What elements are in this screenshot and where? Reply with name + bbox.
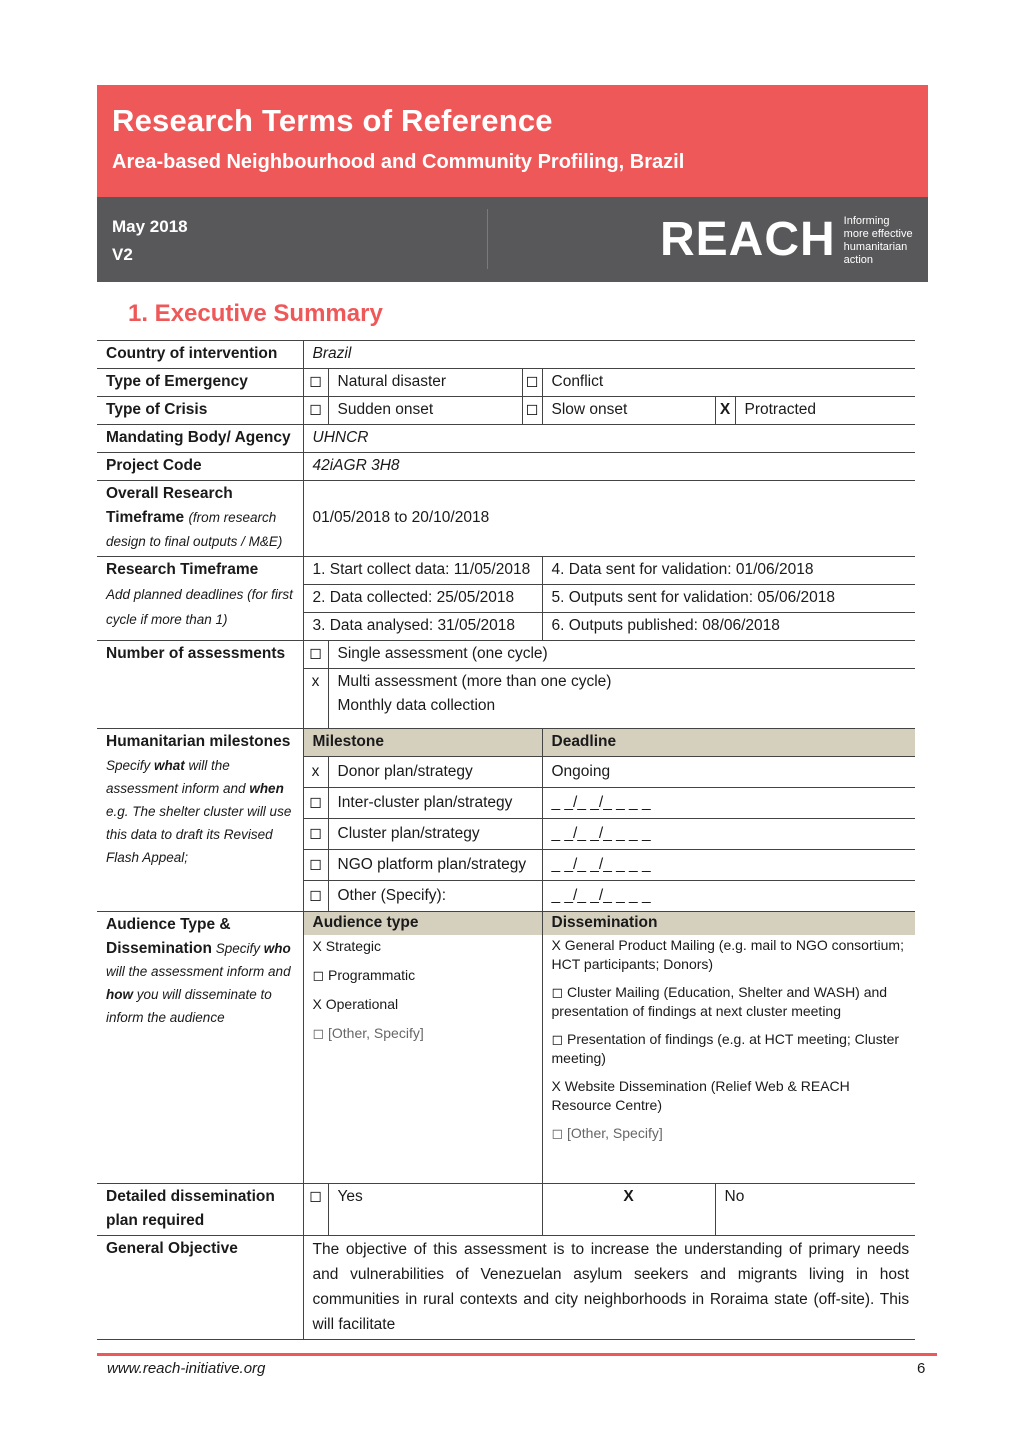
checkbox: ◻ — [303, 1183, 328, 1235]
table-row — [97, 425, 915, 453]
option-label: Slow onset — [542, 397, 715, 425]
option-label: No — [715, 1183, 915, 1235]
row-label: Number of assessments — [97, 641, 303, 729]
checkbox: ◻ — [303, 850, 328, 881]
audience-type-item: X Operational — [312, 996, 399, 1012]
milestone-name: Cluster plan/strategy — [328, 819, 542, 850]
section-title: 1. Executive Summary — [128, 300, 383, 327]
checkbox-checked: x — [303, 669, 328, 729]
option-label — [328, 669, 915, 729]
column-header: Milestone — [303, 729, 542, 757]
table-row — [97, 1183, 915, 1235]
logo-wordmark: REACH — [660, 213, 836, 266]
row-label-line: Timeframe — [106, 509, 185, 526]
dissemination-item: ◻ [Other, Specify] — [551, 1125, 663, 1141]
page-number: 6 — [917, 1360, 926, 1377]
checkbox: ◻ — [303, 397, 328, 425]
row-label: Project Code — [97, 453, 303, 481]
audience-type-item: X Strategic — [312, 938, 381, 954]
row-label: Detailed dissemination plan required — [97, 1183, 303, 1235]
milestone-deadline: _ _/_ _/_ _ _ _ — [542, 788, 915, 819]
row-label: Type of Crisis — [97, 397, 303, 425]
header-meta-bar — [97, 197, 928, 282]
row-label: Mandating Body/ Agency — [97, 425, 303, 453]
timeframe-item: 2. Data collected: 25/05/2018 — [303, 585, 542, 613]
column-header: Audience type — [303, 912, 542, 936]
timeframe-item: 1. Start collect data: 11/05/2018 — [303, 557, 542, 585]
timeframe-item: 3. Data analysed: 31/05/2018 — [303, 613, 542, 641]
option-label: Protracted — [735, 397, 915, 425]
audience-type-item: ◻ Programmatic — [312, 967, 416, 983]
table-row — [97, 641, 915, 669]
dissemination-item: X General Product Mailing (e.g. mail to NGO consortium; HCT participants; Donors) — [551, 937, 904, 972]
column-header: Dissemination — [542, 912, 915, 936]
header-banner — [97, 85, 928, 197]
logo-tagline-line: more effective — [843, 228, 913, 240]
dissemination-item: ◻ Presentation of findings (e.g. at HCT meeting; Cluster meeting) — [551, 1031, 900, 1066]
logo-tagline — [844, 215, 928, 267]
table-row — [97, 557, 915, 585]
overall-timeframe-value: 01/05/2018 to 20/10/2018 — [303, 481, 915, 557]
dissemination-item: X Website Dissemination (Relief Web & REACH Resource Centre) — [551, 1078, 850, 1113]
row-hint: Dissemination Specify who will the assessment inform and how you will disseminate to inform the audience — [106, 940, 291, 1025]
milestone-deadline: _ _/_ _/_ _ _ _ — [542, 881, 915, 912]
header-divider — [487, 209, 488, 269]
audience-type-item: ◻ [Other, Specify] — [312, 1025, 424, 1041]
milestone-name: Inter-cluster plan/strategy — [328, 788, 542, 819]
milestone-name: Other (Specify): — [328, 881, 542, 912]
table-row — [97, 729, 915, 757]
timeframe-item: 6. Outputs published: 08/06/2018 — [542, 613, 915, 641]
table-row — [97, 453, 915, 481]
milestone-name: Donor plan/strategy — [328, 757, 542, 788]
option-label: Conflict — [542, 369, 915, 397]
checkbox: ◻ — [303, 641, 328, 669]
mandating-value: UHNCR — [303, 425, 915, 453]
option-label: Natural disaster — [328, 369, 522, 397]
milestone-deadline: _ _/_ _/_ _ _ _ — [542, 850, 915, 881]
row-label — [97, 481, 303, 557]
row-label — [97, 912, 303, 1184]
row-label-line: Research Timeframe — [106, 561, 259, 578]
checkbox-checked: X — [715, 397, 735, 425]
general-objective-text: The objective of this assessment is to increase the understanding of primary needs and vulnerabilities of Venezuelan asylum seekers and migrants living in host communities in rural contexts and city neighborhoods in Roraima state (off-site). This will facilitate — [303, 1235, 915, 1339]
document-date: May 2018 — [112, 217, 188, 236]
dissemination-item: ◻ Cluster Mailing (Education, Shelter and WASH) and presentation of findings at next cluster meeting — [551, 984, 888, 1019]
checkbox: ◻ — [522, 369, 542, 397]
option-label-line: Multi assessment (more than one cycle) — [337, 673, 612, 690]
row-label — [97, 557, 303, 641]
table-row — [97, 369, 915, 397]
audience-type-list — [303, 935, 542, 1183]
milestone-deadline: Ongoing — [542, 757, 915, 788]
row-label — [97, 729, 303, 912]
milestone-name: NGO platform plan/strategy — [328, 850, 542, 881]
row-hint: Specify what will the assessment inform and when e.g. The shelter cluster will use this data to draft its Revised Flash Appeal; — [106, 758, 292, 865]
country-value: Brazil — [303, 341, 915, 369]
checkbox-checked: X — [542, 1183, 715, 1235]
checkbox: ◻ — [303, 788, 328, 819]
row-label: Country of intervention — [97, 341, 303, 369]
document-subtitle: Area-based Neighbourhood and Community Profiling, Brazil — [112, 151, 685, 173]
option-note: Monthly data collection — [337, 697, 496, 714]
logo-tagline-line: Informing — [843, 215, 890, 227]
footer-divider — [97, 1353, 937, 1356]
row-label-line: Humanitarian milestones — [106, 733, 291, 750]
document-version: V2 — [112, 245, 133, 264]
checkbox: ◻ — [522, 397, 542, 425]
table-row — [97, 397, 915, 425]
table-row — [97, 481, 915, 557]
row-label: General Objective — [97, 1235, 303, 1339]
checkbox: ◻ — [303, 369, 328, 397]
dissemination-list — [542, 935, 915, 1183]
column-header: Deadline — [542, 729, 915, 757]
table-row — [97, 1235, 915, 1339]
logo-tagline-line: humanitarian action — [843, 241, 908, 266]
row-hint: (from research design to final outputs / M&E) — [106, 510, 283, 549]
checkbox: ◻ — [303, 819, 328, 850]
option-label: Single assessment (one cycle) — [328, 641, 915, 669]
row-hint: Add planned deadlines (for first cycle if more than 1) — [106, 587, 293, 627]
document-meta — [112, 213, 188, 269]
project-code-value: 42iAGR 3H8 — [303, 453, 915, 481]
option-label: Sudden onset — [328, 397, 522, 425]
option-label: Yes — [328, 1183, 542, 1235]
reach-logo — [660, 213, 928, 267]
checkbox: ◻ — [303, 881, 328, 912]
milestone-deadline: _ _/_ _/_ _ _ _ — [542, 819, 915, 850]
table-row — [97, 912, 915, 936]
footer-url: www.reach-initiative.org — [107, 1360, 266, 1377]
timeframe-item: 5. Outputs sent for validation: 05/06/2018 — [542, 585, 915, 613]
row-label-line: Overall Research — [106, 485, 233, 502]
row-label-line: Audience Type & — [106, 916, 231, 933]
executive-summary-table — [97, 340, 915, 1340]
timeframe-item: 4. Data sent for validation: 01/06/2018 — [542, 557, 915, 585]
row-label: Type of Emergency — [97, 369, 303, 397]
document-title: Research Terms of Reference — [112, 103, 553, 138]
table-row — [97, 341, 915, 369]
checkbox-checked: x — [303, 757, 328, 788]
